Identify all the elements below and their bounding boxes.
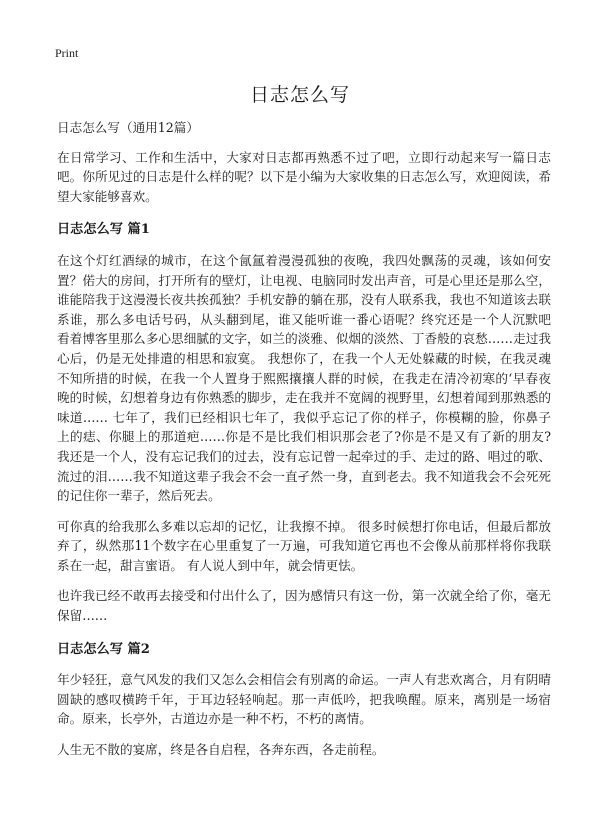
section-1-paragraph-2: 可你真的给我那么多难以忘却的记忆，让我擦不掉。 很多时候想打你电话，但最后都放弃了，纵然那11个数字在心里重复了一万遍，可我知道它再也不会像从前那样将你我联系在一起，甜言蜜语。 有人说人到中年，就会情更怯。 xyxy=(57,518,551,573)
section-2-paragraph-1: 年少轻狂，意气风发的我们又怎么会相信会有别离的命运。一声人有悲欢离合，月有阴晴圆缺的感叹横跨千年，于耳边轻轻响起。那一声低吟，把我唤醒。原来，离别是一场宿命。原来，长亭外，古道边亦是一种不朽，不朽的离情。 xyxy=(57,672,551,727)
document-subtitle: 日志怎么写（通用12篇） xyxy=(57,120,199,135)
print-link[interactable]: Print xyxy=(55,46,79,60)
section-2-paragraph-2: 人生无不散的宴席，终是各自启程，各奔东西，各走前程。 xyxy=(57,742,385,758)
section-1-paragraph-1: 在这个灯红酒绿的城市，在这个氤氲着漫漫孤独的夜晚，我四处飘荡的灵魂，该如何安置？偌大的房间，打开所有的壁灯，让电视、电脑同时发出声音，可是心里还是那么空，谁能陪我于这漫漫长夜共挨孤独？手机安静的躺在那，没有人联系我，我也不知道该去联系谁，那么多电话号码，从头翻到尾，谁又能听谁一番心语呢？终究还是一个人沉默吧 看着博客里那么多心思细腻的文字，如兰的淡雅、似烟的淡然、丁香般的哀愁……走过我心后，仍是无处排遣的相思和寂寞。 我想你了，在我一个人无处躲藏的时候，在我灵魂不知所措的时候，在我一个人置身于熙熙攘攘人群的时候，在我走在清冷初寒的‘早春夜晚的时候，幻想着身边有你熟悉的脚步，走在我并不宽阔的视野里，幻想着闻到那熟悉的味道…… 七年了，我们已经相识七年了，我似乎忘记了你的样子，你模糊的脸，你鼻子上的痣、你腿上的那道疤……你是不是比我们相识那会老了?你是不是又有了新的朋友? 我还是一个人，没有忘记我们的过去，没有忘记曾一起牵过的手、走过的路、唱过的歌、流过的泪……我不知道这辈子我会不会一直孑然一身，直到老去。我不知道我会不会死死的记住你一辈子，然后死去。 xyxy=(57,252,551,504)
intro-paragraph: 在日常学习、工作和生活中，大家对日志都再熟悉不过了吧，立即行动起来写一篇日志吧。你所见过的日志是什么样的呢？以下是小编为大家收集的日志怎么写，欢迎阅读，希望大家能够喜欢。 xyxy=(57,149,551,204)
section-1-paragraph-3: 也许我已经不敢再去接受和付出什么了，因为感情只有这一份，第一次就全给了你，毫无保留…… xyxy=(57,588,551,624)
page-title: 日志怎么写 xyxy=(249,84,350,106)
document-body xyxy=(57,118,551,771)
section-heading-1: 日志怎么写 篇1 xyxy=(57,222,150,238)
section-heading-2: 日志怎么写 篇2 xyxy=(57,641,150,657)
